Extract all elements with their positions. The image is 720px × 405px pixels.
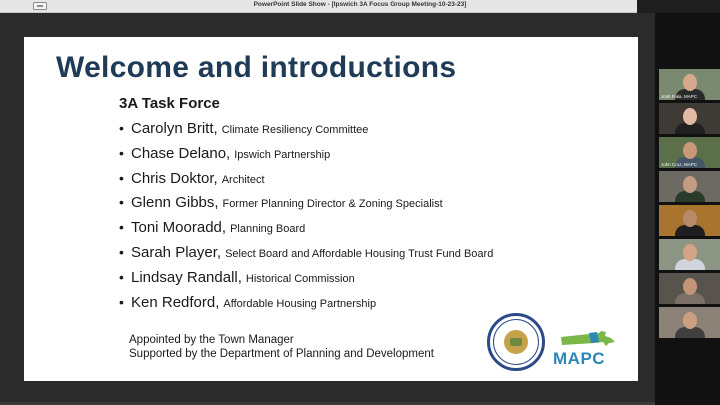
participant-video-tile[interactable] xyxy=(659,205,720,236)
mapc-logo xyxy=(553,329,625,369)
participant-video-tile[interactable] xyxy=(659,103,720,134)
participant-video-tile[interactable] xyxy=(659,69,720,100)
member-item xyxy=(119,145,493,170)
participant-face xyxy=(683,74,697,91)
window-title: PowerPoint Slide Show - [Ipswich 3A Focus Group Meeting-10-23-23] xyxy=(253,1,467,8)
footer-line-appointed: Appointed by the Town Manager xyxy=(129,334,294,346)
member-item xyxy=(119,269,493,294)
massachusetts-map-icon xyxy=(559,329,619,351)
member-name: Glenn Gibbs, xyxy=(131,194,219,212)
participants-panel xyxy=(655,13,720,405)
member-name: Chase Delano, xyxy=(131,144,231,162)
title-bar-right-area xyxy=(637,0,720,13)
window-title-bar xyxy=(0,0,720,13)
seal-center-emblem xyxy=(504,330,528,354)
member-item xyxy=(119,170,493,195)
participant-face xyxy=(683,142,697,159)
bullet-icon: • xyxy=(119,120,124,136)
participant-face xyxy=(683,312,697,329)
slide-title: Welcome and introductions xyxy=(56,51,457,84)
member-item xyxy=(119,244,493,269)
member-role: Affordable Housing Partnership xyxy=(223,297,377,310)
participant-name: Josh Fiala, MAPC xyxy=(661,94,698,99)
member-name: Lindsay Randall, xyxy=(131,268,242,286)
member-name: Sarah Player, xyxy=(131,243,222,261)
footer-notes xyxy=(129,333,434,361)
participant-face xyxy=(683,278,697,295)
bullet-icon: • xyxy=(119,243,124,260)
bullet-icon: • xyxy=(119,219,124,236)
participant-video-tile[interactable] xyxy=(659,273,720,304)
member-role: Architect xyxy=(221,173,265,186)
member-item xyxy=(119,194,493,219)
mapc-logo-text: MAPC xyxy=(553,349,606,368)
bullet-icon: • xyxy=(119,194,124,211)
member-role: Ipswich Partnership xyxy=(234,148,331,161)
member-item xyxy=(119,219,493,244)
footer-line-supported: Supported by the Department of Planning and Development xyxy=(129,348,434,360)
member-item xyxy=(119,120,493,145)
member-role: Former Planning Director & Zoning Specialist xyxy=(222,198,443,211)
participant-name: John Cruz, MAPC xyxy=(661,162,698,167)
participant-face xyxy=(683,108,697,125)
member-role: Historical Commission xyxy=(245,272,355,285)
town-seal-logo xyxy=(487,313,545,371)
participant-face xyxy=(683,176,697,193)
member-role: Planning Board xyxy=(230,223,306,236)
bullet-icon: • xyxy=(119,293,124,310)
bullet-icon: • xyxy=(119,144,124,161)
participant-video-tile[interactable] xyxy=(659,171,720,202)
participant-face xyxy=(683,244,697,261)
member-name: Chris Doktor, xyxy=(131,169,218,187)
member-role: Climate Resiliency Committee xyxy=(221,124,369,136)
participant-video-tile[interactable] xyxy=(659,239,720,270)
member-name: Ken Redford, xyxy=(131,293,220,311)
section-heading: 3A Task Force xyxy=(119,95,220,112)
slide[interactable] xyxy=(24,37,638,381)
bullet-icon: • xyxy=(119,169,124,186)
bullet-icon: • xyxy=(119,268,124,285)
member-name: Carolyn Britt, xyxy=(131,120,218,137)
participant-video-tile[interactable] xyxy=(659,307,720,338)
member-role: Select Board and Affordable Housing Trust Fund Board xyxy=(225,247,494,260)
participant-face xyxy=(683,210,697,227)
member-name: Toni Mooradd, xyxy=(131,219,227,237)
participant-video-tile[interactable] xyxy=(659,137,720,168)
member-list xyxy=(119,120,493,318)
member-item xyxy=(119,294,493,319)
